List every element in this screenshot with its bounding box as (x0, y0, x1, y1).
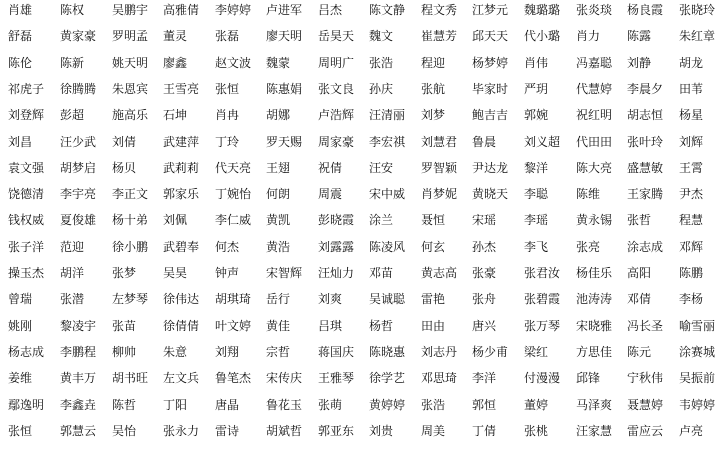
name-cell: 张亮 (576, 240, 601, 254)
name-cell: 吴昊 (163, 266, 188, 280)
name-cell: 董灵 (163, 29, 188, 43)
name-cell: 张萌 (318, 398, 343, 412)
name-cell: 吴怡 (112, 424, 137, 438)
name-cell: 罗智颖 (421, 161, 458, 175)
name-row (0, 134, 728, 150)
name-cell: 郭慧云 (60, 424, 97, 438)
name-cell: 魏璐璐 (524, 3, 561, 17)
name-cell: 涂兰 (369, 213, 394, 227)
name-cell: 黎洋 (524, 161, 549, 175)
name-cell: 刘登辉 (8, 108, 45, 122)
name-cell: 张永力 (163, 424, 200, 438)
name-row (0, 239, 728, 255)
name-cell: 雷诗 (215, 424, 240, 438)
name-cell: 宁秋伟 (627, 371, 664, 385)
name-cell: 崔慧芳 (421, 29, 458, 43)
name-cell: 代田田 (576, 135, 613, 149)
name-cell: 程慧 (679, 213, 704, 227)
name-cell: 朱恩宾 (112, 82, 149, 96)
name-cell: 徐腾腾 (60, 82, 97, 96)
name-cell: 刘贵 (369, 424, 394, 438)
name-cell: 邓苗 (369, 266, 394, 280)
name-cell: 卢进军 (266, 3, 303, 17)
name-cell: 程迎 (421, 56, 446, 70)
name-cell: 李晨夕 (627, 82, 664, 96)
name-cell: 廖鑫 (163, 56, 188, 70)
name-cell: 张叶玲 (627, 135, 664, 149)
name-cell: 祝倩 (318, 161, 343, 175)
name-cell: 杨良霞 (627, 3, 664, 17)
name-cell: 张子洋 (8, 240, 45, 254)
name-cell: 陈惠娟 (266, 82, 303, 96)
name-cell: 梁红 (524, 345, 549, 359)
name-cell: 武建萍 (163, 135, 200, 149)
name-cell: 舒磊 (8, 29, 33, 43)
name-cell: 宋瑶 (472, 213, 497, 227)
name-cell: 郭亚东 (318, 424, 355, 438)
name-cell: 丁倩 (472, 424, 497, 438)
name-cell: 胡洋 (60, 266, 85, 280)
name-cell: 付漫漫 (524, 371, 561, 385)
name-cell: 张万琴 (524, 319, 561, 333)
name-cell: 姚天明 (112, 56, 149, 70)
name-cell: 刘佩 (163, 213, 188, 227)
name-cell: 黄永锡 (576, 213, 613, 227)
name-cell: 杨梦婷 (472, 56, 509, 70)
name-cell: 陈鹏 (679, 266, 704, 280)
name-row (0, 370, 728, 386)
name-cell: 陈露 (627, 29, 652, 43)
name-cell: 肖雄 (8, 3, 33, 17)
name-cell: 胡龙 (679, 56, 704, 70)
name-cell: 曾瑞 (8, 292, 33, 306)
name-cell: 左文兵 (163, 371, 200, 385)
name-cell: 吴振前 (679, 371, 716, 385)
name-cell: 高雅倩 (163, 3, 200, 17)
name-cell: 武碧奉 (163, 240, 200, 254)
name-cell: 李瑶 (524, 213, 549, 227)
name-cell: 姚刚 (8, 319, 33, 333)
name-cell: 陈文静 (369, 3, 406, 17)
name-cell: 陈大亮 (576, 161, 613, 175)
name-cell: 范迎 (60, 240, 85, 254)
name-cell: 蒋国庆 (318, 345, 355, 359)
name-cell: 张文良 (318, 82, 355, 96)
name-cell: 李洋 (472, 371, 497, 385)
name-cell: 宋晓雅 (576, 319, 613, 333)
name-cell: 汪安 (369, 161, 394, 175)
name-cell: 陈伦 (8, 56, 33, 70)
name-row (0, 186, 728, 202)
name-cell: 杨少甫 (472, 345, 509, 359)
name-cell: 朱意 (163, 345, 188, 359)
name-row (0, 265, 728, 281)
name-cell: 周美 (421, 424, 446, 438)
name-cell: 冯长圣 (627, 319, 664, 333)
name-cell: 吴鹏宇 (112, 3, 149, 17)
name-cell: 张恒 (215, 82, 240, 96)
name-cell: 刘志丹 (421, 345, 458, 359)
name-cell: 祁虎子 (8, 82, 45, 96)
name-cell: 饶德清 (8, 187, 45, 201)
name-cell: 代小璐 (524, 29, 561, 43)
name-cell: 刘慧君 (421, 135, 458, 149)
name-cell: 黄凯 (266, 213, 291, 227)
name-cell: 田苇 (679, 82, 704, 96)
name-row (0, 107, 728, 123)
name-cell: 周家豪 (318, 135, 355, 149)
name-cell: 鲁笔杰 (215, 371, 252, 385)
name-cell: 陈权 (60, 3, 85, 17)
name-cell: 李聪 (524, 187, 549, 201)
name-cell: 张桃 (524, 424, 549, 438)
name-cell: 邓辉 (679, 240, 704, 254)
name-cell: 李飞 (524, 240, 549, 254)
name-cell: 代慧婷 (576, 82, 613, 96)
name-row (0, 28, 728, 44)
name-cell: 何朗 (266, 187, 291, 201)
name-cell: 唐兴 (472, 319, 497, 333)
name-cell: 鲍吉吉 (472, 108, 509, 122)
name-cell: 杨十弟 (112, 213, 149, 227)
name-row (0, 423, 728, 439)
name-cell: 尹杰 (679, 187, 704, 201)
name-cell: 盛慧敏 (627, 161, 664, 175)
name-cell: 夏俊雄 (60, 213, 97, 227)
name-cell: 胡娜 (266, 108, 291, 122)
name-cell: 何杰 (215, 240, 240, 254)
name-cell: 胡琪琦 (215, 292, 252, 306)
name-cell: 李宇亮 (60, 187, 97, 201)
name-cell: 罗天赐 (266, 135, 303, 149)
name-cell: 周明广 (318, 56, 355, 70)
name-cell: 丁玲 (215, 135, 240, 149)
name-cell: 张豪 (472, 266, 497, 280)
name-cell: 鲁晨 (472, 135, 497, 149)
name-cell: 李宏祺 (369, 135, 406, 149)
name-cell: 张磊 (215, 29, 240, 43)
name-row (0, 344, 728, 360)
name-cell: 卢浩辉 (318, 108, 355, 122)
name-cell: 张碧霞 (524, 292, 561, 306)
name-cell: 喻雪丽 (679, 319, 716, 333)
name-cell: 岳行 (266, 292, 291, 306)
name-cell: 张浩 (421, 398, 446, 412)
name-cell: 张君汝 (524, 266, 561, 280)
name-row (0, 81, 728, 97)
name-cell: 吴诚聪 (369, 292, 406, 306)
name-cell: 徐小鹏 (112, 240, 149, 254)
name-cell: 袁文强 (8, 161, 45, 175)
name-cell: 钟声 (215, 266, 240, 280)
name-cell: 吕琪 (318, 319, 343, 333)
name-cell: 肖冉 (215, 108, 240, 122)
name-cell: 涂志成 (627, 240, 664, 254)
name-cell: 张恒 (8, 424, 33, 438)
name-cell: 刘倩 (112, 135, 137, 149)
name-cell: 彭超 (60, 108, 85, 122)
name-cell: 韦婷婷 (679, 398, 716, 412)
name-cell: 杨志成 (8, 345, 45, 359)
name-cell: 程文秀 (421, 3, 458, 17)
name-cell: 叶文婷 (215, 319, 252, 333)
name-cell: 张舟 (472, 292, 497, 306)
name-cell: 江梦元 (472, 3, 509, 17)
name-cell: 杨佳乐 (576, 266, 613, 280)
name-cell: 吕杰 (318, 3, 343, 17)
name-cell: 周震 (318, 187, 343, 201)
name-cell: 郭恒 (472, 398, 497, 412)
name-cell: 操玉杰 (8, 266, 45, 280)
name-cell: 池涛涛 (576, 292, 613, 306)
name-cell: 刘辉 (679, 135, 704, 149)
name-cell: 聂恒 (421, 213, 446, 227)
name-row (0, 55, 728, 71)
name-cell: 宗哲 (266, 345, 291, 359)
name-cell: 黄晓天 (472, 187, 509, 201)
name-cell: 柳帅 (112, 345, 137, 359)
name-row (0, 397, 728, 413)
name-cell: 聂慧婷 (627, 398, 664, 412)
name-cell: 王霄 (679, 161, 704, 175)
name-cell: 石坤 (163, 108, 188, 122)
name-cell: 胡书旺 (112, 371, 149, 385)
name-cell: 魏蒙 (266, 56, 291, 70)
name-row (0, 318, 728, 334)
name-cell: 祝红明 (576, 108, 613, 122)
name-cell: 李杨 (679, 292, 704, 306)
name-row (0, 160, 728, 176)
name-cell: 黎凌宇 (60, 319, 97, 333)
name-cell: 张晓玲 (679, 3, 716, 17)
name-cell: 汪家慧 (576, 424, 613, 438)
name-cell: 丁婉怡 (215, 187, 252, 201)
name-cell: 卢亮 (679, 424, 704, 438)
name-row (0, 2, 728, 18)
name-cell: 黄浩 (266, 240, 291, 254)
name-cell: 刘静 (627, 56, 652, 70)
name-cell: 施高乐 (112, 108, 149, 122)
name-cell: 陈新 (60, 56, 85, 70)
name-cell: 岳昊天 (318, 29, 355, 43)
name-row (0, 291, 728, 307)
name-cell: 胡志恒 (627, 108, 664, 122)
name-cell: 杨哲 (369, 319, 394, 333)
name-cell: 何玄 (421, 240, 446, 254)
name-cell: 马泽爽 (576, 398, 613, 412)
name-cell: 王雪亮 (163, 82, 200, 96)
name-cell: 汪清丽 (369, 108, 406, 122)
name-cell: 鲁花玉 (266, 398, 303, 412)
name-cell: 徐学艺 (369, 371, 406, 385)
name-cell: 黄家豪 (60, 29, 97, 43)
name-cell: 孙庆 (369, 82, 394, 96)
name-cell: 代天亮 (215, 161, 252, 175)
name-cell: 廖天明 (266, 29, 303, 43)
name-cell: 陈晓惠 (369, 345, 406, 359)
name-cell: 胡斌哲 (266, 424, 303, 438)
name-cell: 涂赛城 (679, 345, 716, 359)
name-cell: 张潜 (60, 292, 85, 306)
name-cell: 杨贝 (112, 161, 137, 175)
name-cell: 邓倩 (627, 292, 652, 306)
name-cell: 罗明孟 (112, 29, 149, 43)
name-cell: 鄢逸明 (8, 398, 45, 412)
name-cell: 李鑫垚 (60, 398, 97, 412)
name-cell: 雷应云 (627, 424, 664, 438)
name-cell: 肖力 (576, 29, 601, 43)
name-cell: 雷艳 (421, 292, 446, 306)
name-cell: 郭婉 (524, 108, 549, 122)
name-cell: 邱锋 (576, 371, 601, 385)
name-cell: 赵文波 (215, 56, 252, 70)
name-cell: 尹达龙 (472, 161, 509, 175)
name-cell: 武莉莉 (163, 161, 200, 175)
name-cell: 汪少武 (60, 135, 97, 149)
name-cell: 彭晓霞 (318, 213, 355, 227)
name-cell: 刘义超 (524, 135, 561, 149)
name-cell: 陈元 (627, 345, 652, 359)
name-cell: 徐倩倩 (163, 319, 200, 333)
name-cell: 王翅 (266, 161, 291, 175)
name-cell: 宋智辉 (266, 266, 303, 280)
name-row (0, 212, 728, 228)
name-cell: 汪灿力 (318, 266, 355, 280)
name-cell: 姜维 (8, 371, 33, 385)
name-cell: 陈哲 (112, 398, 137, 412)
name-cell: 张苗 (112, 319, 137, 333)
name-cell: 严玥 (524, 82, 549, 96)
name-cell: 张航 (421, 82, 446, 96)
name-cell: 朱红章 (679, 29, 716, 43)
name-cell: 孙杰 (472, 240, 497, 254)
name-cell: 李鹏程 (60, 345, 97, 359)
name-cell: 刘翔 (215, 345, 240, 359)
name-cell: 邓思琦 (421, 371, 458, 385)
name-cell: 张哲 (627, 213, 652, 227)
name-cell: 张梦 (112, 266, 137, 280)
name-cell: 郭家乐 (163, 187, 200, 201)
name-cell: 丁阳 (163, 398, 188, 412)
name-cell: 胡梦启 (60, 161, 97, 175)
name-cell: 黄婷婷 (369, 398, 406, 412)
name-cell: 刘昌 (8, 135, 33, 149)
name-cell: 高阳 (627, 266, 652, 280)
name-cell: 董婷 (524, 398, 549, 412)
name-cell: 唐晶 (215, 398, 240, 412)
name-cell: 邱天天 (472, 29, 509, 43)
name-cell: 刘爽 (318, 292, 343, 306)
name-cell: 李仁威 (215, 213, 252, 227)
name-cell: 王雅琴 (318, 371, 355, 385)
name-cell: 黄佳 (266, 319, 291, 333)
name-cell: 李正文 (112, 187, 149, 201)
name-cell: 刘露露 (318, 240, 355, 254)
name-cell: 陈凌风 (369, 240, 406, 254)
name-cell: 黄丰万 (60, 371, 97, 385)
name-cell: 宋中威 (369, 187, 406, 201)
name-cell: 杨星 (679, 108, 704, 122)
name-cell: 黄志高 (421, 266, 458, 280)
name-cell: 徐伟达 (163, 292, 200, 306)
name-cell: 宋传庆 (266, 371, 303, 385)
name-cell: 肖伟 (524, 56, 549, 70)
name-cell: 魏文 (369, 29, 394, 43)
name-cell: 王家腾 (627, 187, 664, 201)
name-cell: 钱权威 (8, 213, 45, 227)
name-cell: 刘梦 (421, 108, 446, 122)
name-cell: 李婷婷 (215, 3, 252, 17)
name-cell: 张浩 (369, 56, 394, 70)
name-cell: 方思佳 (576, 345, 613, 359)
name-cell: 冯嘉聪 (576, 56, 613, 70)
name-cell: 田由 (421, 319, 446, 333)
name-cell: 毕家时 (472, 82, 509, 96)
name-cell: 左梦琴 (112, 292, 149, 306)
name-cell: 张炎琰 (576, 3, 613, 17)
name-cell: 肖梦妮 (421, 187, 458, 201)
name-cell: 陈维 (576, 187, 601, 201)
